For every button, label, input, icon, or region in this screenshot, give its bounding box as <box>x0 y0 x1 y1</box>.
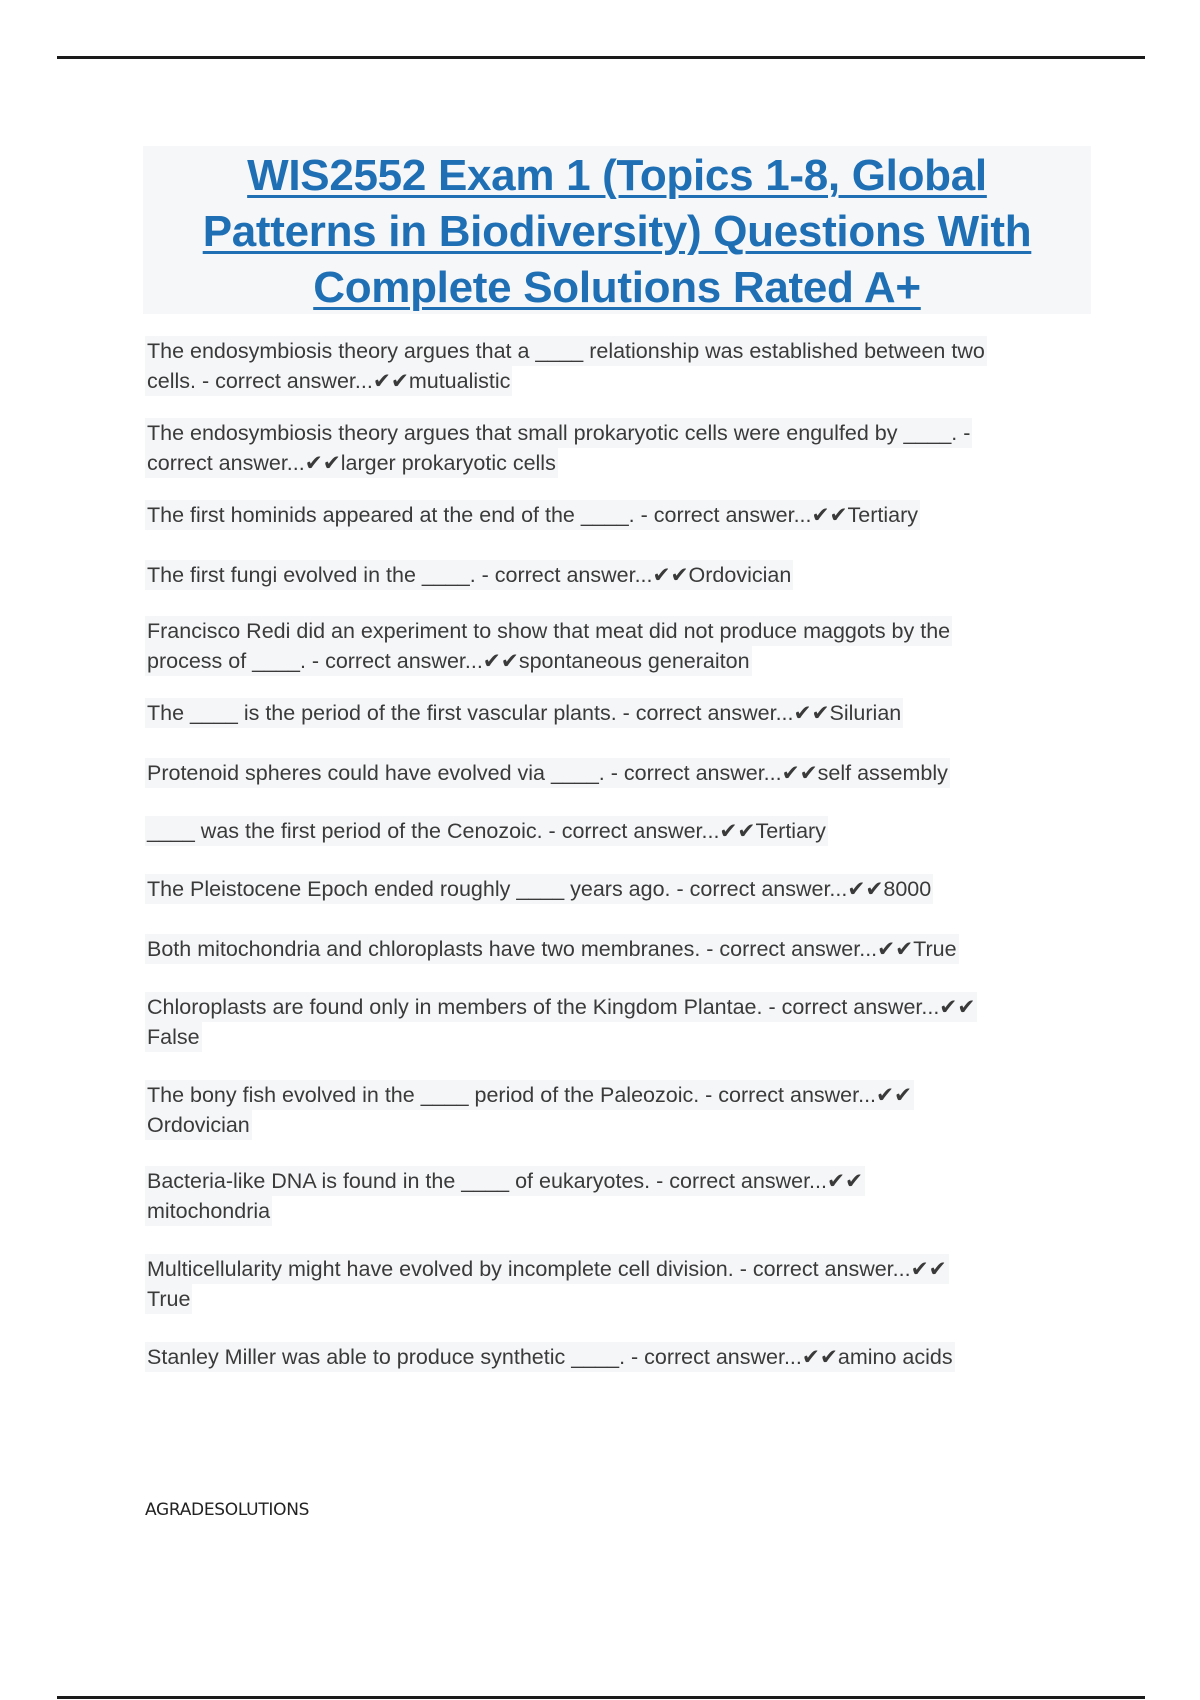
qa-item <box>145 336 987 396</box>
qa-line: The Pleistocene Epoch ended roughly ____ years ago. - correct answer...✔✔8000 <box>145 874 933 904</box>
qa-line: process of ____. - correct answer...✔✔spontaneous generaiton <box>145 646 752 676</box>
qa-item <box>145 418 972 478</box>
qa-item <box>145 500 920 530</box>
qa-line: Protenoid spheres could have evolved via ____. - correct answer...✔✔self assembly <box>145 758 950 788</box>
qa-line: The first fungi evolved in the ____. - correct answer...✔✔Ordovician <box>145 560 793 590</box>
qa-item <box>145 758 950 788</box>
qa-line: The first hominids appeared at the end of the ____. - correct answer...✔✔Tertiary <box>145 500 920 530</box>
qa-line: ____ was the first period of the Cenozoic. - correct answer...✔✔Tertiary <box>145 816 828 846</box>
qa-line: The ____ is the period of the first vascular plants. - correct answer...✔✔Silurian <box>145 698 903 728</box>
title-line-1[interactable]: WIS2552 Exam 1 (Topics 1-8, Global <box>247 151 987 200</box>
title-line-2[interactable]: Patterns in Biodiversity) Questions With <box>202 207 1032 256</box>
qa-item <box>145 698 903 728</box>
qa-item <box>145 874 933 904</box>
qa-line: Both mitochondria and chloroplasts have two membranes. - correct answer...✔✔True <box>145 934 959 964</box>
qa-line: The bony fish evolved in the ____ period of the Paleozoic. - correct answer...✔✔ <box>145 1080 914 1110</box>
footer-rule <box>57 1696 1145 1699</box>
qa-line: Bacteria-like DNA is found in the ____ of eukaryotes. - correct answer...✔✔ <box>145 1166 865 1196</box>
footer-brand: AGRADESOLUTIONS <box>145 1500 310 1520</box>
qa-item <box>145 934 959 964</box>
document-title <box>143 146 1091 316</box>
qa-line: Chloroplasts are found only in members of the Kingdom Plantae. - correct answer...✔✔ <box>145 992 977 1022</box>
qa-line: The endosymbiosis theory argues that small prokaryotic cells were engulfed by ____. - <box>145 418 972 448</box>
qa-item <box>145 1254 949 1314</box>
qa-item <box>145 816 828 846</box>
qa-item <box>145 1166 865 1226</box>
qa-item <box>145 616 952 676</box>
qa-line: The endosymbiosis theory argues that a ____ relationship was established between two <box>145 336 987 366</box>
qa-item <box>145 560 793 590</box>
title-line-3[interactable]: Complete Solutions Rated A+ <box>313 263 921 312</box>
qa-item <box>145 992 977 1052</box>
qa-line: Francisco Redi did an experiment to show that meat did not produce maggots by the <box>145 616 952 646</box>
qa-line: Stanley Miller was able to produce synthetic ____. - correct answer...✔✔amino acids <box>145 1342 955 1372</box>
qa-line: Multicellularity might have evolved by incomplete cell division. - correct answer...✔✔ <box>145 1254 949 1284</box>
title-block <box>143 146 1091 314</box>
qa-line: correct answer...✔✔larger prokaryotic cells <box>145 448 558 478</box>
qa-line: True <box>145 1284 192 1314</box>
qa-item <box>145 1342 955 1372</box>
qa-line: cells. - correct answer...✔✔mutualistic <box>145 366 512 396</box>
qa-item <box>145 1080 914 1140</box>
qa-line: mitochondria <box>145 1196 272 1226</box>
qa-line: False <box>145 1022 202 1052</box>
header-rule <box>57 56 1145 59</box>
qa-line: Ordovician <box>145 1110 252 1140</box>
